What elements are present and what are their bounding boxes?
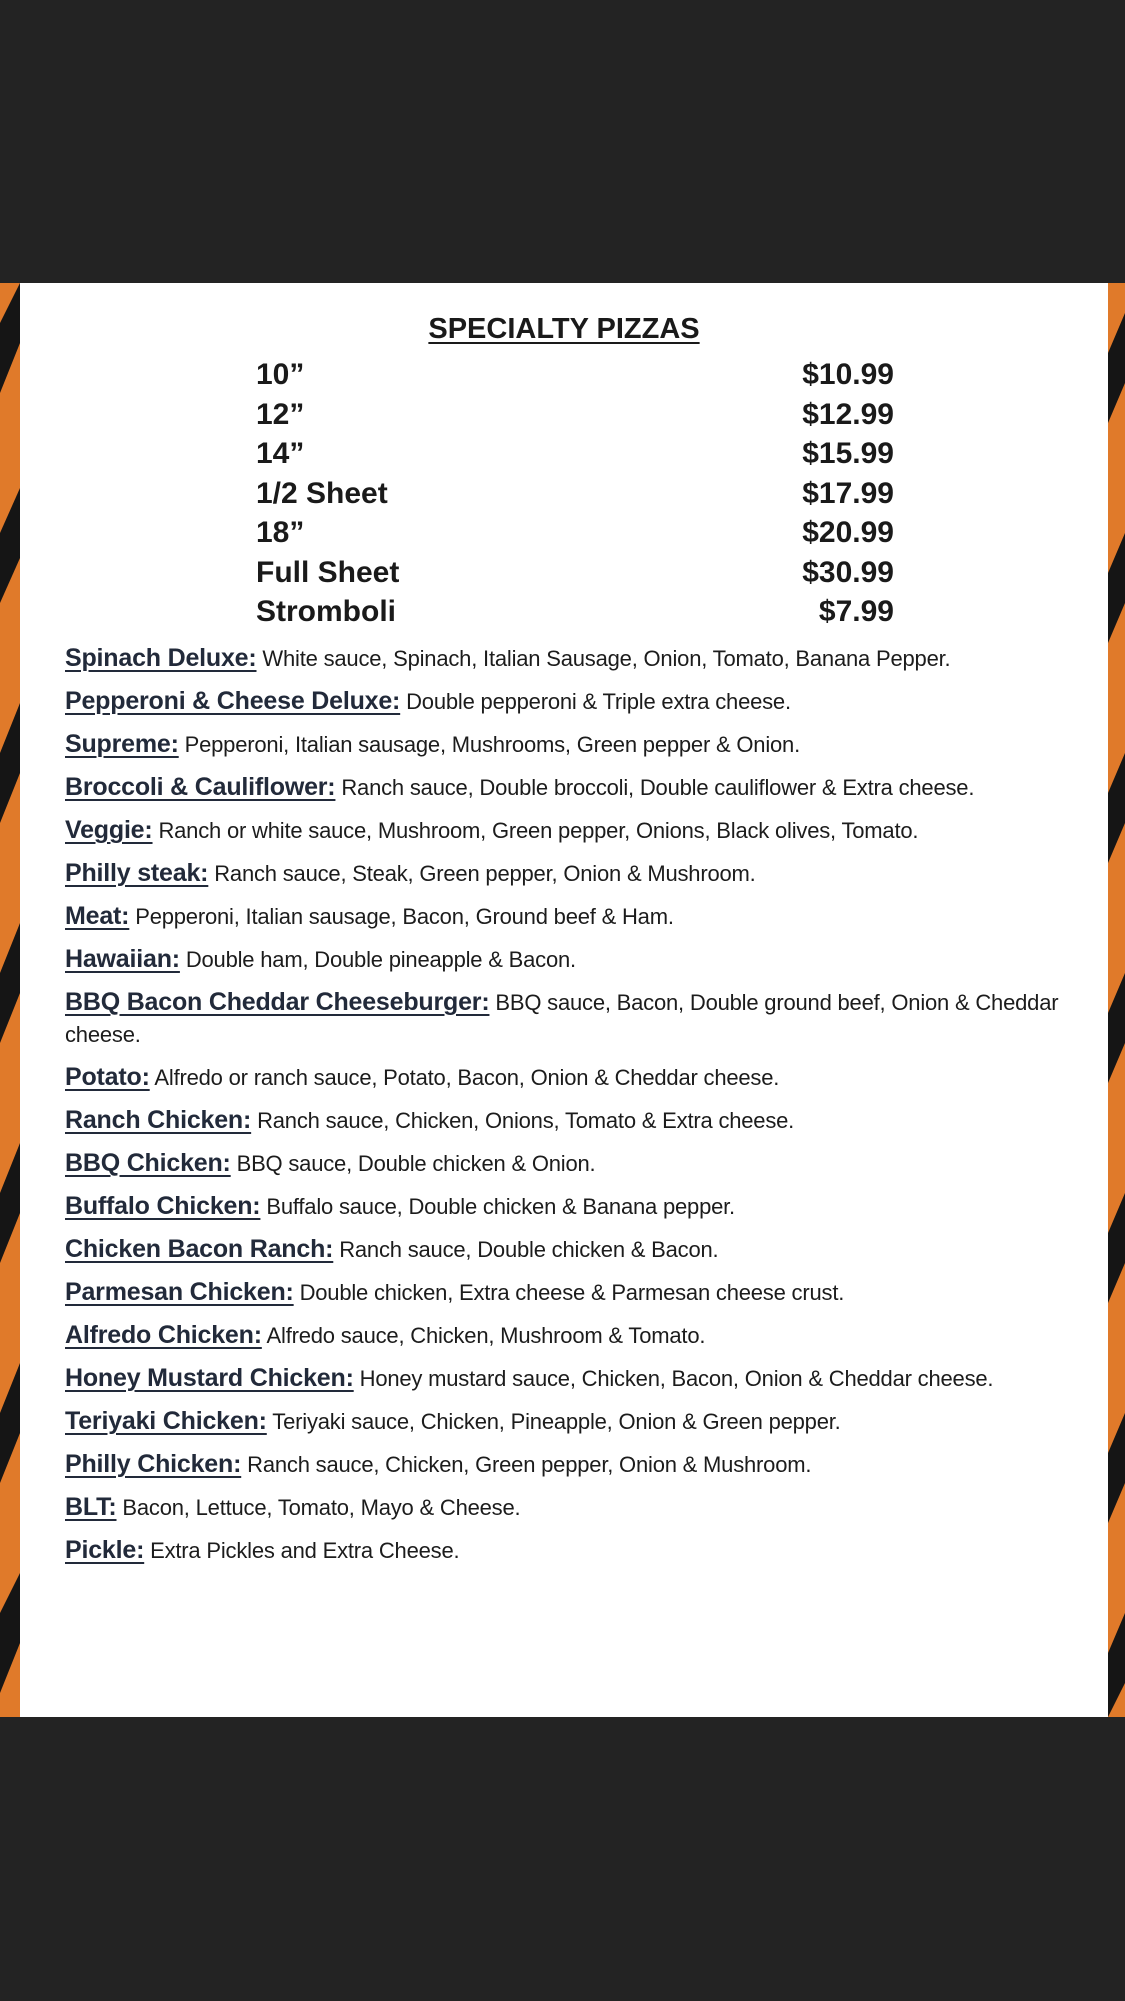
pizza-description: Alfredo or ranch sauce, Potato, Bacon, Onion & Cheddar cheese. [154,1065,780,1090]
pizza-item [65,1147,1075,1180]
pizza-item [65,857,1075,890]
pizza-list [65,642,1075,1577]
menu-title-text: SPECIALTY PIZZAS [428,313,700,345]
pizza-name: Meat: [65,902,130,930]
pizza-item [65,1491,1075,1524]
size-label: 12” [256,397,305,431]
pizza-name: Broccoli & Cauliflower: [65,773,336,801]
pizza-name: Pepperoni & Cheese Deluxe: [65,687,401,715]
pizza-description: Teriyaki sauce, Chicken, Pineapple, Onion & Green pepper. [272,1409,841,1434]
pizza-item [65,1319,1075,1352]
pizza-name: BBQ Chicken: [65,1149,231,1177]
pizza-name: Pickle: [65,1536,145,1564]
pizza-name: Ranch Chicken: [65,1106,252,1134]
pizza-name: Philly steak: [65,859,209,887]
pizza-description: Extra Pickles and Extra Cheese. [150,1538,460,1563]
pizza-description: Buffalo sauce, Double chicken & Banana pepper. [266,1194,735,1219]
menu-title [20,313,1108,346]
size-row [256,434,894,474]
size-price-table [256,355,894,632]
pizza-name: Buffalo Chicken: [65,1192,261,1220]
pizza-description: BBQ sauce, Double chicken & Onion. [236,1151,596,1176]
pizza-item [65,771,1075,804]
size-price: $12.99 [802,397,894,431]
pizza-description: Bacon, Lettuce, Tomato, Mayo & Cheese. [122,1495,521,1520]
pizza-item [65,1448,1075,1481]
pizza-item [65,814,1075,847]
pizza-description: Ranch sauce, Double chicken & Bacon. [339,1237,719,1262]
menu-photo [0,283,1125,1717]
size-label: 10” [256,358,305,391]
pizza-description: Double chicken, Extra cheese & Parmesan cheese crust. [299,1280,845,1305]
pizza-description: Honey mustard sauce, Chicken, Bacon, Onion & Cheddar cheese. [359,1366,994,1391]
size-price: $17.99 [802,476,894,510]
pizza-description: Ranch sauce, Double broccoli, Double cauliflower & Extra cheese. [341,775,975,800]
pizza-name: Parmesan Chicken: [65,1278,294,1306]
size-row [256,592,894,632]
size-label: 18” [256,516,305,549]
pizza-item [65,943,1075,976]
pizza-name: Teriyaki Chicken: [65,1407,267,1435]
size-price: $15.99 [802,437,894,470]
pizza-name: BBQ Bacon Cheddar Cheeseburger: [65,988,490,1016]
size-row [256,474,894,514]
pizza-name: Spinach Deluxe: [65,644,257,672]
size-price: $7.99 [818,595,894,628]
pizza-name: Alfredo Chicken: [65,1321,262,1349]
pizza-item [65,1362,1075,1395]
pizza-description: Alfredo sauce, Chicken, Mushroom & Tomato. [266,1323,706,1348]
pizza-item [65,1405,1075,1438]
pizza-item [65,1534,1075,1567]
pizza-description: Ranch sauce, Chicken, Green pepper, Onion & Mushroom. [247,1452,812,1477]
pizza-item [65,1276,1075,1309]
size-row [256,395,894,435]
pizza-item [65,1061,1075,1094]
size-label: Stromboli [256,595,396,628]
size-price: $20.99 [802,516,894,549]
pizza-name: Philly Chicken: [65,1450,242,1478]
pizza-item [65,1233,1075,1266]
pizza-item [65,685,1075,718]
pizza-name: Hawaiian: [65,945,180,973]
size-price: $10.99 [802,358,894,391]
pizza-item [65,642,1075,675]
pizza-description: Pepperoni, Italian sausage, Mushrooms, Green pepper & Onion. [184,732,801,757]
size-label: 14” [256,437,305,470]
pizza-item [65,1104,1075,1137]
size-row [256,553,894,593]
pizza-name: BLT: [65,1493,117,1521]
pizza-name: Potato: [65,1063,150,1091]
size-price: $30.99 [802,555,894,589]
pizza-name: Veggie: [65,816,153,844]
pizza-description: Double pepperoni & Triple extra cheese. [406,689,791,714]
pizza-name: Honey Mustard Chicken: [65,1364,354,1392]
pizza-item [65,900,1075,933]
pizza-description: White sauce, Spinach, Italian Sausage, Onion, Tomato, Banana Pepper. [262,646,951,671]
menu-paper [20,283,1108,1717]
pizza-description: BBQ sauce, Bacon, Double ground beef, Onion & Cheddar cheese. [65,990,1059,1047]
pizza-item [65,728,1075,761]
pizza-description: Pepperoni, Italian sausage, Bacon, Ground beef & Ham. [135,904,674,929]
size-label: 1/2 Sheet [256,476,388,510]
size-row [256,513,894,553]
pizza-description: Ranch sauce, Chicken, Onions, Tomato & Extra cheese. [257,1108,795,1133]
pizza-name: Supreme: [65,730,179,758]
pizza-item [65,986,1075,1051]
size-row [256,355,894,395]
pizza-description: Ranch or white sauce, Mushroom, Green pepper, Onions, Black olives, Tomato. [158,818,919,843]
pizza-item [65,1190,1075,1223]
size-label: Full Sheet [256,555,400,589]
pizza-description: Double ham, Double pineapple & Bacon. [185,947,576,972]
pizza-description: Ranch sauce, Steak, Green pepper, Onion & Mushroom. [214,861,756,886]
pizza-name: Chicken Bacon Ranch: [65,1235,334,1263]
